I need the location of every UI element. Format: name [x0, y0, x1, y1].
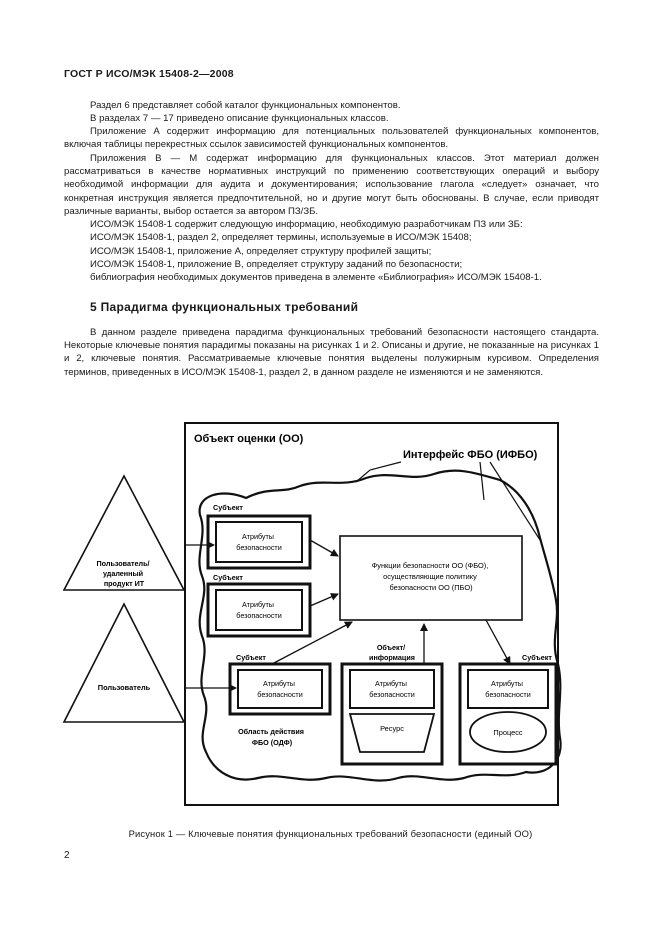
paragraph: Приложение А содержит информацию для потенциальных пользователей функциональных компонентов, включая таблицы перекрестных ссылок зависимостей функциональных компонентов.: [64, 126, 599, 151]
user-triangle: [64, 604, 184, 722]
tsc-label: Область действия ФБО (ОДФ): [238, 727, 304, 747]
paragraph: ИСО/МЭК 15408-1 содержит следующую информацию, необходимую разработчикам ПЗ или ЗБ:: [90, 219, 523, 230]
arrow: [310, 594, 338, 606]
security-attributes-box: [468, 670, 548, 708]
resource-label: Ресурс: [380, 724, 404, 733]
security-attributes-label: Атрибуты безопасности: [369, 679, 415, 699]
resource-shape: [350, 714, 434, 752]
list-item: ИСО/МЭК 15408-1, приложение А, определяет структуру профилей защиты;: [90, 246, 432, 257]
arrow: [486, 620, 510, 664]
security-attributes-label: Атрибуты безопасности: [485, 679, 531, 699]
subject-label: Субъект: [522, 653, 552, 662]
paragraph: В разделах 7 — 17 приведено описание функциональных классов.: [90, 113, 389, 124]
remote-user-label: Пользователь/ удаленный продукт ИТ: [96, 559, 150, 588]
object-label: Объект/ информация: [369, 643, 415, 662]
section-title: 5 Парадигма функциональных требований: [90, 300, 359, 314]
security-attributes-label: Атрибуты безопасности: [257, 679, 303, 699]
toe-label: Объект оценки (ОО): [194, 433, 304, 445]
list-item: ИСО/МЭК 15408-1, приложение В, определяет структуру заданий по безопасности;: [90, 259, 463, 270]
subject-label: Субъект: [236, 653, 266, 662]
process-label: Процесс: [493, 728, 523, 737]
tsfi-label: Интерфейс ФБО (ИФБО): [403, 449, 538, 461]
security-attributes-box: [216, 590, 302, 630]
security-attributes-box: [216, 522, 302, 562]
paragraph: В данном разделе приведена парадигма функциональных требований безопасности настоящего стандарта. Некоторые ключевые понятия парадигмы показаны на рисунках 1 и 2. Описаны и другие, не показанные на рисунках 1 и 2, ключевые понятия. Рассматриваемые ключевые понятия выделены полужирным курсивом. Определения терминов, приведенных в ИСО/МЭК 15408-1, раздел 2, в данном разделе не изменяются и не заменяются.: [64, 327, 599, 378]
security-attributes-box: [238, 670, 322, 708]
figure-caption: Рисунок 1 — Ключевые понятия функциональных требований безопасности (единый ОО): [128, 828, 533, 839]
running-header: ГОСТ Р ИСО/МЭК 15408-2—2008: [64, 68, 234, 80]
tsfi-pointer: [480, 462, 484, 500]
user-label: Пользователь: [97, 683, 151, 692]
tsfi-pointer: [490, 462, 540, 540]
subject-label: Субъект: [213, 573, 243, 582]
security-attributes-label: Атрибуты безопасности: [236, 600, 282, 620]
paragraph: Раздел 6 представляет собой каталог функциональных компонентов.: [90, 100, 401, 111]
security-attributes-label: Атрибуты безопасности: [236, 532, 282, 552]
list-item: библиография необходимых документов приведена в элементе «Библиография» ИСО/МЭК 15408-1.: [90, 272, 542, 283]
tsf-label: Функции безопасности ОО (ФБО), осуществляющие политику безопасности ОО (ПБО): [371, 561, 489, 592]
paragraph: Приложения В — М содержат информацию для функциональных классов. Этот материал должен рассматриваться в качестве нормативных инструкций по применению соответствующих операций и выбору необходимой информации для аудита и документирования; использование глагола «следует» означает, что конкретная инструкция является предпочтительной, но и другие могут быть обоснованы. В случае, если приводят различные варианты, выбор остается за автором ПЗ/ЗБ.: [64, 153, 599, 217]
list-item: ИСО/МЭК 15408-1, раздел 2, определяет термины, используемые в ИСО/МЭК 15408;: [90, 232, 472, 243]
subject-label: Субъект: [213, 503, 243, 512]
arrow: [310, 540, 338, 556]
page-number: 2: [64, 850, 70, 861]
security-attributes-box: [350, 670, 434, 708]
